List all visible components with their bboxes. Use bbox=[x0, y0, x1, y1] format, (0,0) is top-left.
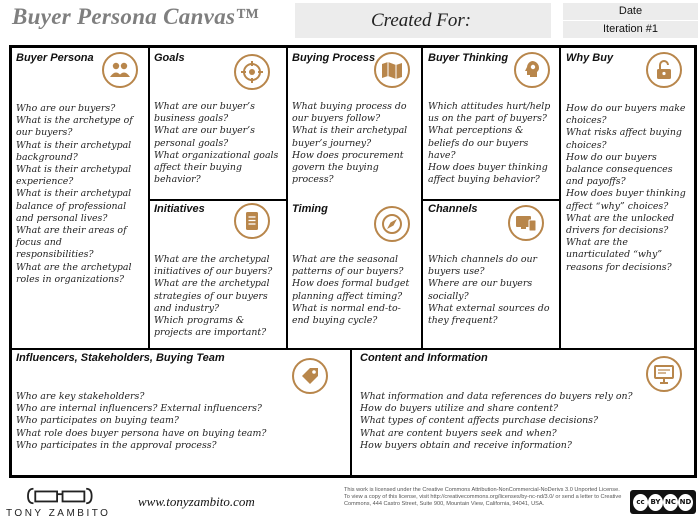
question-line: What is the archetype of our buyers? bbox=[16, 115, 133, 139]
tag-icon bbox=[292, 358, 328, 394]
question-line: What is their archetypal experience? bbox=[16, 164, 132, 188]
compass-icon bbox=[374, 206, 410, 242]
question-line: Which programs & projects are important? bbox=[154, 315, 267, 339]
question-line: Where are our buyers socially? bbox=[428, 278, 533, 302]
question-line: What is their archetypal background? bbox=[16, 139, 132, 163]
nd-icon: ND bbox=[678, 494, 693, 511]
date-field[interactable]: Date bbox=[563, 3, 698, 20]
initiatives-cell[interactable] bbox=[154, 203, 284, 343]
question-line: What are the archetypal strategies of our buyers and industry? bbox=[154, 278, 270, 314]
nc-icon: NC bbox=[663, 494, 678, 511]
question-line: What are our buyer’s business goals? bbox=[154, 101, 255, 125]
iteration-field[interactable]: Iteration #1 bbox=[563, 21, 698, 38]
devices-icon bbox=[508, 205, 544, 241]
why-buy-title: Why Buy bbox=[566, 52, 614, 64]
people-icon bbox=[102, 52, 138, 88]
question-line: How do our buyers make choices? bbox=[566, 103, 686, 127]
timing-text bbox=[292, 254, 418, 327]
grid-divider bbox=[148, 199, 288, 201]
question-line: What information and data references do buyers rely on? bbox=[360, 391, 633, 402]
license-text: This work is licensed under the Creative Commons Attribution-NonCommercial-NoDerivs 3.0 Unported License. To view a copy of this license, visit http://creativecommons.org/licenses/by-nc-nd/3.0/ or send a letter to Creative Commons, 444 Castro Street, Suite 900, Mountain View, California, 94041, USA. bbox=[344, 487, 622, 508]
glasses-logo-icon bbox=[18, 486, 118, 506]
map-icon bbox=[374, 52, 410, 88]
question-line: What are the seasonal patterns of our buyers? bbox=[292, 254, 404, 278]
question-line: What risks affect buying choices? bbox=[566, 127, 682, 151]
question-line: What are the unarticulated “why” reasons for decisions? bbox=[566, 237, 672, 273]
timing-cell[interactable] bbox=[292, 203, 420, 343]
question-line: How do buyers utilize and share content? bbox=[360, 403, 559, 415]
question-line: What organizational goals affect their buying behavior? bbox=[154, 149, 279, 186]
canvas-title: Buyer Persona Canvas™ bbox=[12, 4, 259, 29]
question-line: What is their archetypal balance of professional and personal lives? bbox=[16, 188, 132, 224]
target-icon bbox=[234, 54, 270, 90]
goals-cell[interactable] bbox=[154, 52, 284, 197]
buyer-persona-cell[interactable] bbox=[16, 52, 144, 342]
buyer-thinking-text bbox=[428, 101, 554, 186]
question-line: How buyers obtain and receive information? bbox=[360, 439, 572, 451]
question-line: What is their archetypal buyer’s journey? bbox=[292, 125, 408, 149]
question-line: What external sources do they frequent? bbox=[428, 302, 550, 327]
why-buy-cell[interactable] bbox=[566, 52, 692, 342]
content-title: Content and Information bbox=[360, 352, 488, 364]
why-buy-text bbox=[566, 103, 690, 274]
by-icon: BY bbox=[648, 494, 663, 511]
channels-text bbox=[428, 254, 556, 327]
thinking-head-icon bbox=[514, 52, 550, 88]
cc-license-badge[interactable] bbox=[630, 490, 696, 514]
question-line: What are the unlocked drivers for decisions? bbox=[566, 212, 675, 237]
question-line: What are the archetypal roles in organizations? bbox=[16, 261, 132, 285]
buyer-persona-title: Buyer Persona bbox=[16, 52, 94, 64]
created-for-box[interactable] bbox=[295, 3, 551, 38]
question-line: Who are internal influencers? External influencers? bbox=[16, 403, 262, 415]
question-line: What buying process do our buyers follow? bbox=[292, 101, 407, 125]
channels-cell[interactable] bbox=[428, 203, 558, 343]
question-line: Which attitudes hurt/help us on the part of buyers? bbox=[428, 101, 551, 125]
notepad-icon bbox=[234, 203, 270, 239]
question-line: What are content buyers seek and when? bbox=[360, 427, 557, 439]
question-line: What are the archetypal initiatives of our buyers? bbox=[154, 254, 273, 278]
question-line: Who participates on buying team? bbox=[16, 415, 179, 427]
question-line: How do our buyers balance consequences and payoffs? bbox=[566, 151, 673, 188]
goals-title: Goals bbox=[154, 52, 185, 64]
content-cell[interactable] bbox=[360, 352, 692, 474]
presentation-icon bbox=[646, 356, 682, 392]
question-line: Who are key stakeholders? bbox=[16, 391, 145, 402]
question-line: What are our buyer’s personal goals? bbox=[154, 125, 255, 149]
grid-divider bbox=[12, 348, 694, 350]
question-line: What role does buyer persona have on buying team? bbox=[16, 427, 267, 439]
question-line: What is normal end-to-end buying cycle? bbox=[292, 302, 401, 327]
channels-title: Channels bbox=[428, 203, 478, 215]
cc-icon: cc bbox=[633, 494, 648, 511]
question-line: How does procurement govern the buying process? bbox=[292, 149, 404, 186]
website-link[interactable]: www.tonyzambito.com bbox=[138, 494, 255, 509]
content-text bbox=[360, 391, 660, 452]
brand-name: TONY ZAMBITO bbox=[6, 508, 111, 519]
question-line: What perceptions & beliefs do our buyers have? bbox=[428, 125, 529, 161]
buyer-thinking-title: Buyer Thinking bbox=[428, 52, 509, 64]
question-line: How does buyer thinking affect “why” choices? bbox=[566, 188, 686, 212]
question-line: Which channels do our buyers use? bbox=[428, 254, 538, 278]
question-line: Who participates in the approval process? bbox=[16, 439, 217, 451]
goals-text bbox=[154, 101, 282, 186]
buyer-persona-text bbox=[16, 103, 142, 286]
question-line: How does buyer thinking affect buying behavior? bbox=[428, 162, 548, 186]
buying-process-cell[interactable] bbox=[292, 52, 420, 197]
initiatives-text bbox=[154, 254, 282, 339]
influencers-cell[interactable] bbox=[16, 352, 346, 474]
grid-divider bbox=[421, 199, 561, 201]
lock-icon bbox=[646, 52, 682, 88]
initiatives-title: Initiatives bbox=[154, 203, 205, 215]
question-line: How does formal budget planning affect timing? bbox=[292, 278, 410, 302]
influencers-title: Influencers, Stakeholders, Buying Team bbox=[16, 352, 225, 364]
timing-title: Timing bbox=[292, 203, 328, 215]
influencers-text bbox=[16, 391, 336, 452]
question-line: What are their areas of focus and responsibilities? bbox=[16, 225, 127, 261]
buying-process-text bbox=[292, 101, 418, 186]
buying-process-title: Buying Process bbox=[292, 52, 376, 64]
grid-divider bbox=[350, 348, 352, 475]
question-line: What types of content affects purchase decisions? bbox=[360, 415, 598, 427]
buyer-thinking-cell[interactable] bbox=[428, 52, 558, 197]
created-for-label: Created For: bbox=[371, 10, 472, 31]
question-line: Who are our buyers? bbox=[16, 103, 116, 114]
